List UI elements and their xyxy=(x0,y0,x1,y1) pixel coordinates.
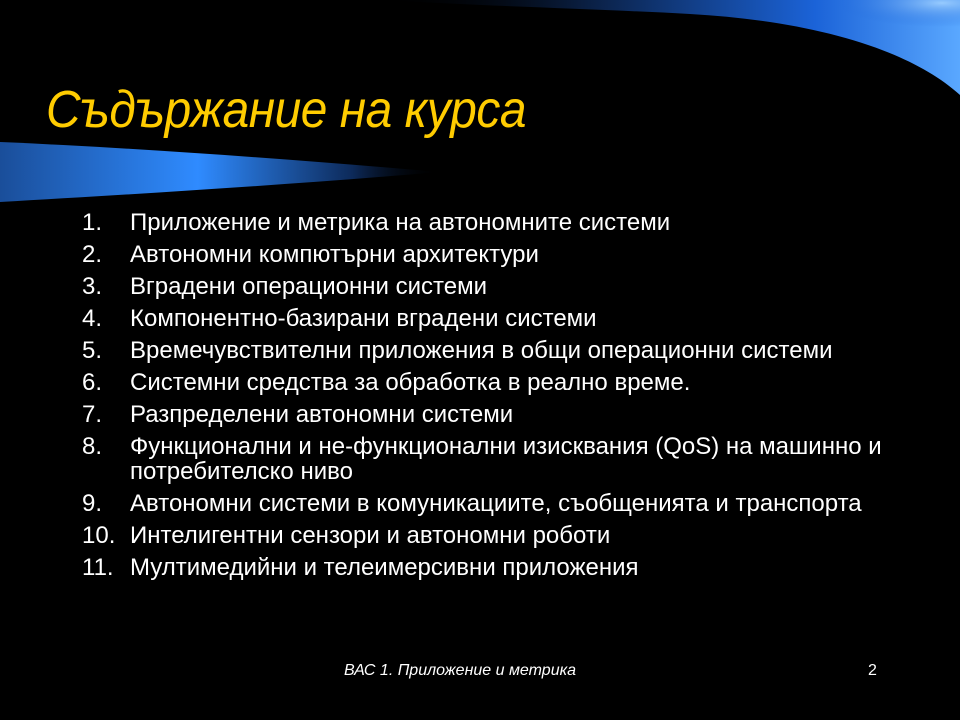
list-item-number: 2. xyxy=(82,241,103,268)
list-item xyxy=(82,555,902,580)
list-item-number: 1. xyxy=(82,209,103,236)
list-item-number: 3. xyxy=(82,273,103,300)
list-item xyxy=(82,306,902,331)
list-item-text: Времечувствителни приложения в общи операционни системи xyxy=(130,337,833,364)
list-item-number: 6. xyxy=(82,369,103,396)
list-item-text: Автономни системи в комуникациите, съобщенията и транспорта xyxy=(130,490,862,517)
course-content-list xyxy=(82,210,902,587)
list-item xyxy=(82,338,902,363)
list-item-number: 11. xyxy=(82,554,114,581)
list-item xyxy=(82,434,902,484)
list-item xyxy=(82,274,902,299)
list-item xyxy=(82,242,902,267)
slide-footer: ВАС 1. Приложение и метрика xyxy=(344,662,577,679)
list-item-text: Функционални и не-функционални изисквания (QoS) на машинно и потребителско ниво xyxy=(130,433,882,485)
list-item-number: 8. xyxy=(82,433,103,460)
list-item xyxy=(82,523,902,548)
list-item xyxy=(82,210,902,235)
list-item-number: 7. xyxy=(82,401,103,428)
list-item-number: 10. xyxy=(82,522,116,549)
left-swoosh-decoration xyxy=(0,138,460,204)
page-number: 2 xyxy=(868,662,877,679)
list-item-number: 4. xyxy=(82,305,103,332)
slide-title: Съдържание на курса xyxy=(46,81,526,139)
list-item-text: Разпределени автономни системи xyxy=(130,401,514,428)
list-item-text: Вградени операционни системи xyxy=(130,273,487,300)
list-item-text: Системни средства за обработка в реално време. xyxy=(130,369,691,396)
list-item-text: Приложение и метрика на автономните системи xyxy=(130,209,671,236)
list-item-number: 5. xyxy=(82,337,103,364)
list-item xyxy=(82,402,902,427)
list-item xyxy=(82,491,902,516)
list-item-text: Интелигентни сензори и автономни роботи xyxy=(130,522,611,549)
list-item-text: Мултимедийни и телеимерсивни приложения xyxy=(130,554,639,581)
list-item xyxy=(82,370,902,395)
list-item-number: 9. xyxy=(82,490,103,517)
list-item-text: Компонентно-базирани вградени системи xyxy=(130,305,597,332)
list-item-text: Автономни компютърни архитектури xyxy=(130,241,539,268)
